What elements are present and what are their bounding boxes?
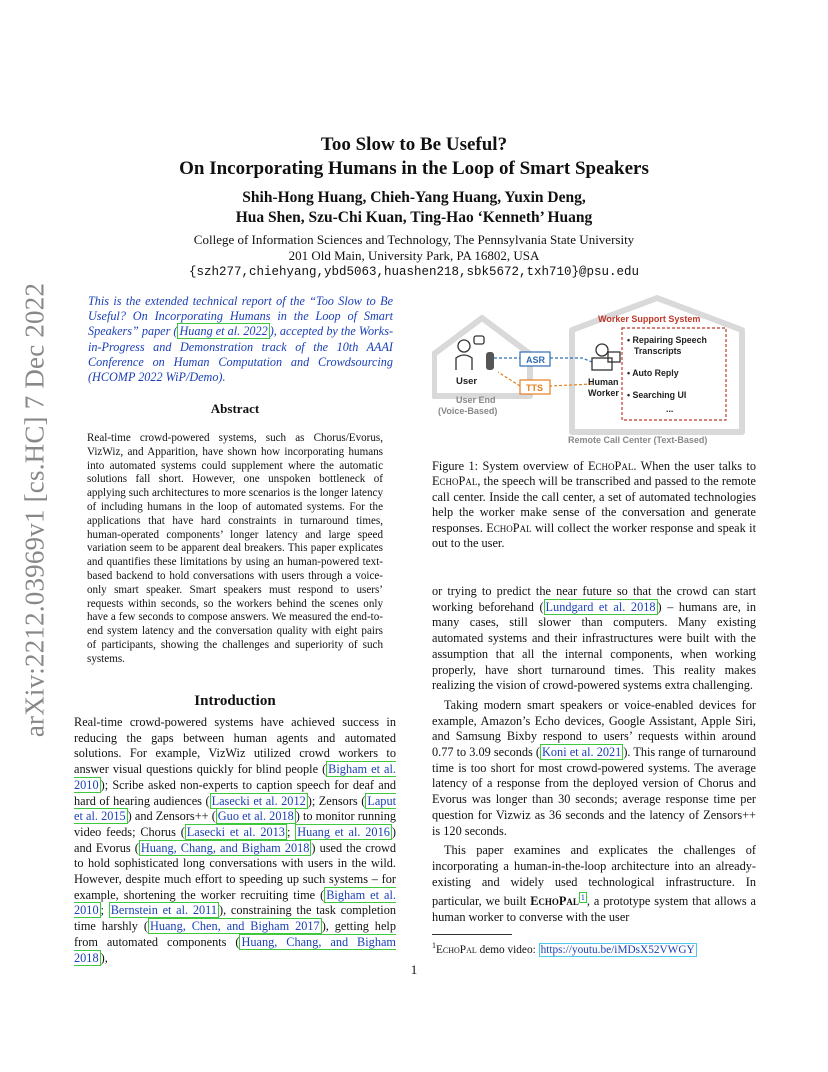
citation-link[interactable]: Huang et al. 2022 (179, 324, 268, 339)
title-line-2: On Incorporating Humans in the Loop of Smart Speakers (179, 158, 649, 179)
paragraph: or trying to predict the near future so that the crowd can start working beforehand ( Lundgard et al. 2018 ) – humans are, in many cases, still slower than computers. Many existing automated systems and their infrastructures were built with the assumption that all the internal components, when working properly, have short turnaround times. This reality makes realizing the vision of crowd-powered systems extra challenging. (432, 584, 756, 693)
system-name: EchoPal (486, 520, 532, 535)
support-item: Transcripts (634, 346, 682, 356)
note-text: ), accepted by the Works-in-Progress and Demonstration track of the 10th AAAI Conference on Human Computation and Crowdsourcing (HCOMP 2022 WiP/Demo). (88, 324, 394, 385)
system-name: EchoPal (432, 474, 478, 489)
paragraph: Taking modern smart speakers or voice-enabled devices for example, Amazon’s Echo devices, Google Assistant, Apple Siri, and Samsung Bixby respond to users’ requests within around 0.77 to 3.09 seconds ( Koni et al. 2021 ). This range of turnaround time is too short for most crowd-powered systems. The average latency of a response from the deployed version of Chorus and Evorus was longer than 30 seconds; average response time per question for Vizwiz as 36 seconds and the latency of Zensors++ is 120 seconds. (432, 697, 756, 838)
user-label: User (456, 376, 478, 387)
citation-link[interactable]: Huang et al. 2016 (297, 824, 390, 839)
user-icon (456, 336, 484, 370)
citation-link[interactable]: Koni et al. 2021 (542, 745, 622, 760)
citation-link[interactable]: Lasecki et al. 2013 (186, 824, 285, 839)
citation-link[interactable]: Lasecki et al. 2012 (211, 793, 306, 808)
paragraph: This paper examines and explicates the challenges of incorporating a human-in-the-loop architecture into an already-existing and widely used technological infrastructure. In particular, we built EchoPal $^1$ , a prototype system that allows a human worker to converse with the user (432, 843, 756, 925)
asr-label: ASR (526, 355, 546, 365)
human-worker-label-2: Worker (588, 388, 619, 398)
note-text: This is the extended technical report of the “Too Slow to Be Useful? On Incorporating Humans in the Loop of Smart Speakers” paper ( (88, 294, 393, 339)
abstract-heading: Abstract (210, 401, 260, 416)
system-name: EchoPal (588, 459, 634, 473)
user-house-outline (434, 318, 530, 396)
support-item: • Auto Reply (627, 368, 679, 378)
human-worker-icon (592, 344, 620, 370)
citation-link[interactable]: Bigham et al. 2010 (74, 887, 396, 918)
footnote-marker[interactable]: 1 (580, 893, 585, 903)
system-overview-figure (432, 294, 762, 450)
figure-caption: Figure 1: System overview of EchoPal. When the user talks to EchoPal, the speech will be transcribed and passed to the remote call center. Inside the call center, a set of automated technologies help the worker make sense of the conversation and generate responses. EchoPal will collect the worker response and speak it out to the user. (432, 459, 756, 551)
author-list (70, 188, 758, 228)
smart-speaker-icon (486, 352, 494, 370)
support-item: • Searching UI (627, 390, 687, 400)
citation-link[interactable]: Huang, Chen, and Bigham 2017 (149, 919, 320, 934)
arxiv-identifier: arXiv:2212.03969v1 [cs.HC] 7 Dec 2022 (19, 282, 50, 738)
affiliation (70, 232, 758, 280)
paper-title (70, 133, 758, 181)
page-number: 1 (410, 962, 418, 977)
worker-support-title: Worker Support System (598, 314, 701, 324)
user-end-label-1: User End (456, 395, 496, 405)
arxiv-sidebar (0, 270, 70, 750)
citation-link[interactable]: Huang, Chang, and Bigham 2018 (74, 934, 396, 965)
right-column-text (432, 584, 756, 926)
demo-video-link[interactable]: https://youtu.be/iMDsX52VWGY (540, 943, 695, 956)
tts-label: TTS (526, 383, 543, 393)
support-item: • Repairing Speech (627, 335, 707, 345)
citation-link[interactable]: Guo et al. 2018 (217, 809, 294, 824)
citation-link[interactable]: Lundgard et al. 2018 (545, 599, 656, 614)
authors-line-1: Shih-Hong Huang, Chieh-Yang Huang, Yuxin Deng, (242, 189, 586, 206)
abstract-text: Real-time crowd-powered systems, such as Chorus/Evorus, VizWiz, and Apparition, have shown how incorporating humans into automated systems could supplement where the automatic solutions fall short. However, one unspoken bottleneck of applying such architectures to more scenarios is the longer latency of including humans in the loop of automated systems. For the applications that have hard constraints in turnaround times, human-operated components’ longer latency and large speed variation seem to be apparent deal breakers. This paper explicates and quantifies these limitations by using an human-powered text-based backend to hold conversations with users through a voice-only smart speaker. Smart speakers must respond to users’ requests within seconds, so the workers behind the scenes only have a few seconds to compose answers. We measured the end-to-end system latency and the conversation quality with eight pairs of participants, showing the challenges and superiority of such systems. (87, 432, 383, 665)
authors-line-2: Hua Shen, Szu-Chi Kuan, Ting-Hao ‘Kenneth’ Huang (235, 209, 593, 226)
citation-link[interactable]: Bigham et al. 2010 (74, 762, 396, 792)
title-line-1: Too Slow to Be Useful? (320, 134, 508, 155)
introduction-heading: Introduction (194, 693, 276, 709)
introduction-text: Real-time crowd-powered systems have achieved success in reducing the gaps between human agents and automated solutions. For example, VizWiz utilized crowd workers to answer visual questions quickly for blind people ( Bigham et al. 2010 ); Scribe asked non-experts to caption speech for deaf and hard of hearing audiences ( Lasecki et al. 2012 ); Zensors ( Laput et al. 2015 ) and Zensors++ ( Guo et al. 2018 ) to monitor running video feeds; Chorus ( Lasecki et al. 2013 ; Huang et al. 2016 ) and Evorus ( Huang, Chang, and Bigham 2018 ) used the crowd to hold sophisticated long conversations with users in the wild. However, despite much effort to speeding up such systems – for example, shortening the worker recruiting time ( Bigham et al. 2010 ; Bernstein et al. 2011 ), constraining the task completion time harshly ( Huang, Chen, and Bigham 2017 ), getting help from automated components ( Huang, Chang, and Bigham 2018 ), (74, 715, 397, 965)
support-item: ... (666, 404, 674, 414)
citation-link[interactable]: Huang, Chang, and Bigham 2018 (140, 840, 310, 855)
affiliation-line-2: 201 Old Main, University Park, PA 16802, USA (288, 248, 540, 263)
system-name: EchoPal (530, 894, 579, 909)
citation-link[interactable]: Laput et al. 2015 (74, 793, 397, 824)
affiliation-line-1: College of Information Sciences and Technology, The Pennsylvania State University (193, 232, 635, 247)
citation-link[interactable]: Bernstein et al. 2011 (110, 903, 217, 918)
user-end-label-2: (Voice-Based) (438, 406, 498, 416)
call-center-label: Remote Call Center (Text-Based) (568, 435, 708, 445)
human-worker-label-1: Human (588, 377, 619, 387)
footnote: $^1$EchoPal demo video: https://youtu.be/iMDsX52VWGY (432, 941, 695, 956)
extended-report-note (74, 294, 396, 385)
footnote-rule (432, 934, 512, 935)
author-emails: {szh277,chiehyang,ybd5063,huashen218,sbk5672,txh710}@psu.edu (188, 265, 640, 279)
